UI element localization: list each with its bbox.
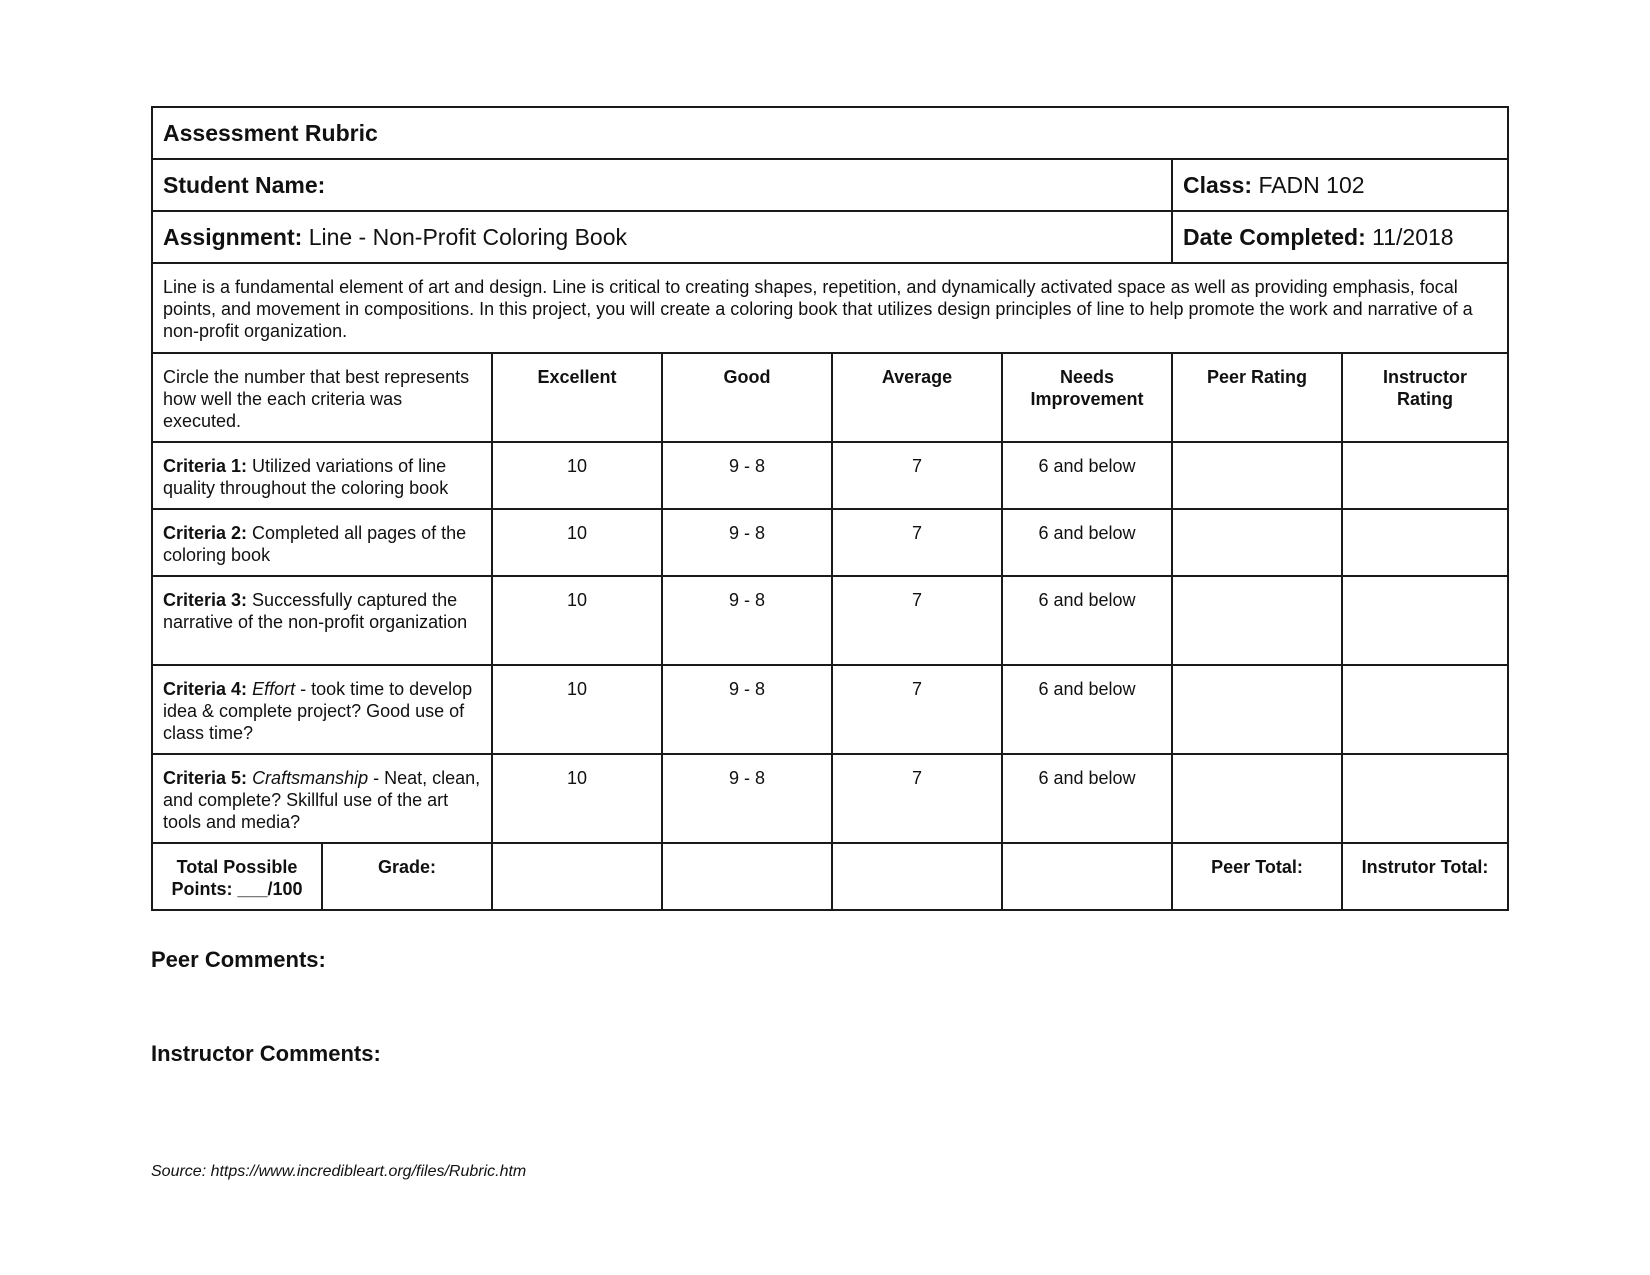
- criteria-text: - took time to develop idea & complete project? Good use of class time?: [163, 679, 473, 743]
- score-good[interactable]: 9 - 8: [662, 442, 832, 509]
- instructions-text: Circle the number that best represents how well the each criteria was executed.: [163, 367, 470, 431]
- criteria-row: [152, 576, 1508, 665]
- student-name-cell[interactable]: [152, 159, 1172, 211]
- peer-rating-cell[interactable]: [1172, 754, 1342, 843]
- score-average[interactable]: 7: [832, 576, 1002, 665]
- criteria-row: [152, 665, 1508, 754]
- instructor-total-label: Instrutor Total:: [1342, 843, 1508, 910]
- criteria-desc: [152, 576, 492, 665]
- score-needs-improvement[interactable]: 6 and below: [1002, 576, 1172, 665]
- score-average[interactable]: 7: [832, 442, 1002, 509]
- rubric-title-cell: [152, 107, 1508, 159]
- total-blank-cell[interactable]: [832, 843, 1002, 910]
- date-value: 11/2018: [1372, 224, 1454, 250]
- col-excellent: Excellent: [492, 353, 662, 442]
- rubric-title: Assessment Rubric: [163, 120, 378, 146]
- criteria-label: Criteria 3:: [163, 590, 248, 610]
- score-good[interactable]: 9 - 8: [662, 754, 832, 843]
- instructor-rating-cell[interactable]: [1342, 754, 1508, 843]
- criteria-desc: [152, 509, 492, 576]
- criteria-desc: [152, 442, 492, 509]
- date-cell: [1172, 211, 1508, 263]
- date-label: Date Completed:: [1183, 224, 1366, 250]
- description-text: Line is a fundamental element of art and design. Line is critical to creating shapes, repetition, and dynamically activated space as well as providing emphasis, focal points, and movement in compositions. In this project, you will create a coloring book that utilizes design principles of line to help promote the work and narrative of a non-profit organization.: [163, 277, 1473, 341]
- score-excellent[interactable]: 10: [492, 665, 662, 754]
- grade-label: Grade:: [322, 843, 492, 910]
- score-good[interactable]: 9 - 8: [662, 509, 832, 576]
- score-average[interactable]: 7: [832, 509, 1002, 576]
- score-excellent[interactable]: 10: [492, 576, 662, 665]
- criteria-label: Criteria 5:: [163, 768, 248, 788]
- class-cell: [1172, 159, 1508, 211]
- criteria-desc: [152, 754, 492, 843]
- total-possible-points: Total Possible Points: ___/100: [152, 843, 322, 910]
- score-needs-improvement[interactable]: 6 and below: [1002, 442, 1172, 509]
- criteria-row: [152, 442, 1508, 509]
- score-average[interactable]: 7: [832, 665, 1002, 754]
- instructor-rating-cell[interactable]: [1342, 665, 1508, 754]
- score-good[interactable]: 9 - 8: [662, 576, 832, 665]
- instructions-cell: [152, 353, 492, 442]
- peer-rating-cell[interactable]: [1172, 576, 1342, 665]
- rubric-sheet: [151, 106, 1507, 911]
- instructor-comments-label: Instructor Comments:: [151, 1041, 381, 1066]
- score-excellent[interactable]: 10: [492, 442, 662, 509]
- instructor-rating-cell[interactable]: [1342, 509, 1508, 576]
- instructor-rating-cell[interactable]: [1342, 576, 1508, 665]
- description-cell: [152, 263, 1508, 353]
- criteria-row: [152, 754, 1508, 843]
- rubric-table: [151, 106, 1509, 911]
- total-blank-cell[interactable]: [662, 843, 832, 910]
- criteria-text: Utilized variations of line quality throughout the coloring book: [163, 456, 449, 498]
- source-citation: Source: https://www.incredibleart.org/files/Rubric.htm: [151, 1163, 527, 1180]
- criteria-text: - Neat, clean, and complete? Skillful use of the art tools and media?: [163, 768, 481, 832]
- total-blank-cell[interactable]: [1002, 843, 1172, 910]
- criteria-emph: Craftsmanship: [252, 768, 369, 788]
- score-needs-improvement[interactable]: 6 and below: [1002, 509, 1172, 576]
- peer-rating-cell[interactable]: [1172, 442, 1342, 509]
- instructor-rating-cell[interactable]: [1342, 442, 1508, 509]
- score-good[interactable]: 9 - 8: [662, 665, 832, 754]
- peer-comments-label: Peer Comments:: [151, 947, 326, 972]
- criteria-emph: Effort: [252, 679, 296, 699]
- peer-rating-cell[interactable]: [1172, 665, 1342, 754]
- assignment-label: Assignment:: [163, 224, 303, 250]
- assignment-cell: [152, 211, 1172, 263]
- criteria-text: Successfully captured the narrative of the non-profit organization: [163, 590, 468, 632]
- col-average: Average: [832, 353, 1002, 442]
- class-label: Class:: [1183, 172, 1253, 198]
- criteria-row: [152, 509, 1508, 576]
- col-peer-rating: Peer Rating: [1172, 353, 1342, 442]
- criteria-label: Criteria 4:: [163, 679, 248, 699]
- criteria-text: Completed all pages of the coloring book: [163, 523, 467, 565]
- total-blank-cell[interactable]: [492, 843, 662, 910]
- score-excellent[interactable]: 10: [492, 754, 662, 843]
- col-instructor-rating: Instructor Rating: [1342, 353, 1508, 442]
- score-excellent[interactable]: 10: [492, 509, 662, 576]
- score-needs-improvement[interactable]: 6 and below: [1002, 754, 1172, 843]
- peer-total-label: Peer Total:: [1172, 843, 1342, 910]
- col-good: Good: [662, 353, 832, 442]
- class-value: FADN 102: [1258, 172, 1365, 198]
- criteria-desc: [152, 665, 492, 754]
- student-name-label: Student Name:: [163, 172, 326, 198]
- criteria-label: Criteria 2:: [163, 523, 248, 543]
- col-needs-improvement: Needs Improvement: [1002, 353, 1172, 442]
- criteria-label: Criteria 1:: [163, 456, 248, 476]
- score-average[interactable]: 7: [832, 754, 1002, 843]
- peer-rating-cell[interactable]: [1172, 509, 1342, 576]
- assignment-value: Line - Non-Profit Coloring Book: [308, 224, 628, 250]
- score-needs-improvement[interactable]: 6 and below: [1002, 665, 1172, 754]
